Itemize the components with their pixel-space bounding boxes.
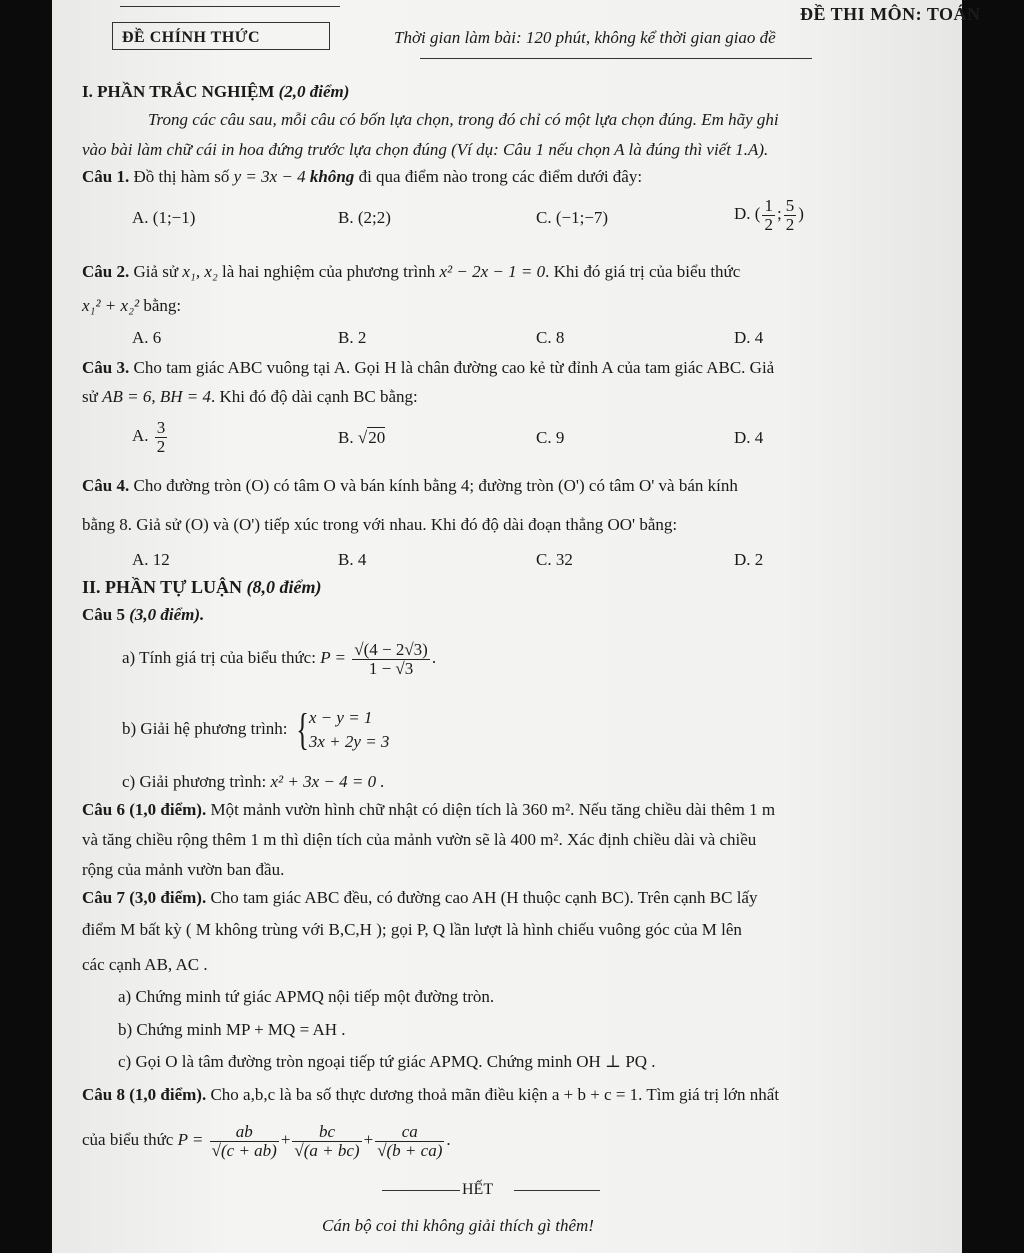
time-note: Thời gian làm bài: 120 phút, không kể thời gian giao đề: [394, 28, 776, 47]
q5-part-c: c) Giải phương trình: x² + 3x − 4 = 0 .: [122, 772, 385, 791]
exam-title: ĐỀ THI MÔN: TOÁN: [800, 4, 981, 24]
end-rule-left: [382, 1190, 460, 1191]
q1-option-a: A. (1;−1): [132, 208, 196, 227]
q1-option-c: C. (−1;−7): [536, 208, 609, 227]
official-label: ĐỀ CHÍNH THỨC: [122, 29, 261, 46]
footer-note: Cán bộ coi thi không giải thích gì thêm!: [322, 1216, 594, 1235]
question-1: Câu 1. Đồ thị hàm số y = 3x − 4 không đi qua điểm nào trong các điểm dưới đây:: [82, 167, 643, 186]
q5-part-b: b) Giải hệ phương trình: { x − y = 1 3x + 2y = 3: [122, 705, 390, 755]
question-2-line-2: x₁² + x₂² bằng:: [82, 296, 182, 315]
q4-option-b: B. 4: [338, 550, 367, 569]
end-rule-right: [514, 1190, 600, 1191]
q2-option-a: A. 6: [132, 328, 162, 347]
top-rule: [120, 6, 340, 7]
question-2: Câu 2. Giả sử x₁, x₂ là hai nghiệm của phương trình x² − 2x − 1 = 0. Khi đó giá trị của biểu thức: [82, 262, 741, 281]
q7-part-a: a) Chứng minh tứ giác APMQ nội tiếp một đường tròn.: [118, 987, 495, 1006]
q1-option-b: B. (2;2): [338, 208, 391, 227]
question-5: Câu 5 (3,0 điểm).: [82, 605, 205, 624]
q3-option-a: A. $\frac{3}{2}$: [132, 417, 166, 456]
q2-option-c: C. 8: [536, 328, 565, 347]
question-8: Câu 8 (1,0 điểm). Cho a,b,c là ba số thực dương thoả mãn điều kiện a + b + c = 1. Tìm giá trị lớn nhất: [82, 1085, 780, 1104]
time-rule: [420, 58, 812, 59]
exam-paper: [52, 0, 981, 1253]
q7-part-c: c) Gọi O là tâm đường tròn ngoại tiếp tứ giác APMQ. Chứng minh OH ⊥ PQ .: [118, 1052, 656, 1071]
question-6: Câu 6 (1,0 điểm). Một mảnh vườn hình chữ nhật có diện tích là 360 m². Nếu tăng chiều dài thêm 1 m: [82, 800, 776, 819]
q4-option-d: D. 2: [734, 550, 764, 569]
question-3-line-2: sử AB = 6, BH = 4. Khi đó độ dài cạnh BC bằng:: [82, 387, 418, 406]
instruction-line-1: Trong các câu sau, mỗi câu có bốn lựa chọn, trong đó chỉ có một lựa chọn đúng. Em hãy ghi: [148, 110, 779, 129]
q4-option-c: C. 32: [536, 550, 573, 569]
q2-option-d: D. 4: [734, 328, 764, 347]
question-6-line-3: rộng của mảnh vườn ban đầu.: [82, 860, 285, 879]
question-7: Câu 7 (3,0 điểm). Cho tam giác ABC đều, có đường cao AH (H thuộc cạnh BC). Trên cạnh BC lấy: [82, 888, 758, 907]
q7-part-b: b) Chứng minh MP + MQ = AH .: [118, 1020, 346, 1039]
section-2-title: II. PHẦN TỰ LUẬN (8,0 điểm): [82, 577, 322, 597]
question-7-line-3: các cạnh AB, AC .: [82, 955, 208, 974]
question-4: Câu 4. Cho đường tròn (O) có tâm O và bán kính bằng 4; đường tròn (O') có tâm O' và bán kính: [82, 476, 738, 495]
q1-option-d: D. ( $\frac{1}{2}$ ; $\frac{5}{2}$ ): [734, 195, 804, 234]
instruction-line-2: vào bài làm chữ cái in hoa đứng trước lựa chọn đúng (Ví dụ: Câu 1 nếu chọn A là đúng thì viết 1.A).: [82, 140, 769, 159]
q5-part-a: a) Tính giá trị của biểu thức: P = $\frac{√(4 - 2√3)}{1 - √3}$ .: [122, 639, 437, 678]
end-marker: HẾT: [462, 1181, 494, 1198]
q3-option-d: D. 4: [734, 428, 764, 447]
q3-option-b: B. √20: [338, 428, 386, 447]
section-1-title: I. PHẦN TRẮC NGHIỆM (2,0 điểm): [82, 82, 350, 101]
q3-option-c: C. 9: [536, 428, 565, 447]
question-3: Câu 3. Cho tam giác ABC vuông tại A. Gọi H là chân đường cao kẻ từ đỉnh A của tam giác ABC. Giả: [82, 358, 775, 377]
question-4-line-2: bằng 8. Giả sử (O) và (O') tiếp xúc trong với nhau. Khi đó độ dài đoạn thẳng OO' bằng:: [82, 515, 678, 534]
question-6-line-2: và tăng chiều rộng thêm 1 m thì diện tích của mảnh vườn sẽ là 400 m². Xác định chiều dài và chiều: [82, 830, 757, 849]
question-7-line-2: điểm M bất kỳ ( M không trùng với B,C,H ); gọi P, Q lần lượt là hình chiếu vuông góc của M lên: [82, 920, 742, 939]
q2-option-b: B. 2: [338, 328, 367, 347]
q4-option-a: A. 12: [132, 550, 170, 569]
question-8-line-2: của biểu thức P = $\frac{ab}{√(c + ab)}$ + $\frac{bc}{√(a + bc)}$ + $\frac{ca}{√(b + ca)}$ .: [82, 1121, 451, 1160]
